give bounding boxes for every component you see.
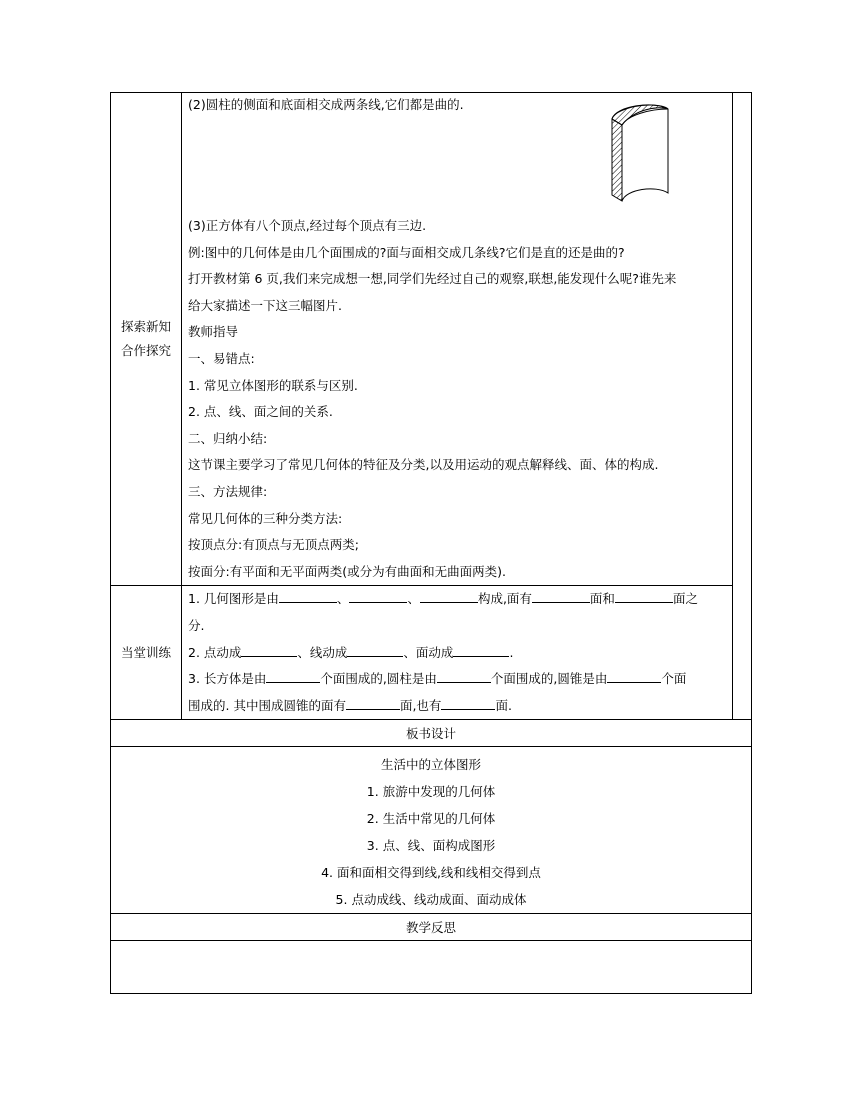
- q1-text-c: 面和: [589, 591, 615, 607]
- q3-blank-2[interactable]: [437, 668, 491, 683]
- explore-label-line2: 合作探究: [120, 343, 171, 359]
- q2-blank-2[interactable]: [347, 642, 403, 657]
- lesson-plan-table: [110, 92, 752, 994]
- explore-item-3-3: 按面分:有平面和无平面两类(或分为有曲面和无曲面两类).: [188, 563, 506, 579]
- q1-text-a: 1. 几何图形是由: [188, 591, 279, 607]
- q3-text-g: 面.: [495, 697, 512, 713]
- explore-heading-3: 三、方法规律:: [188, 483, 268, 499]
- q1-blank-5[interactable]: [615, 588, 673, 603]
- explore-item-2-1: 这节课主要学习了常见几何体的特征及分类,以及用运动的观点解释线、面、体的构成.: [188, 457, 659, 473]
- board-item-2: 2. 生活中常见的几何体: [366, 811, 496, 827]
- cylinder-figure-block: [188, 93, 726, 213]
- explore-item-1-1: 1. 常见立体图形的联系与区别.: [188, 377, 358, 393]
- explore-line-example: 例:图中的几何体是由几个面围成的?面与面相交成几条线?它们是直的还是曲的?: [188, 244, 625, 260]
- practice-q2-line: [188, 640, 726, 667]
- q1-text-b: 构成,面有: [477, 591, 532, 607]
- q3-blank-3[interactable]: [607, 668, 661, 683]
- q3-blank-5[interactable]: [441, 695, 495, 710]
- explore-row: [111, 93, 752, 586]
- practice-row: [111, 586, 752, 720]
- explore-content-cell: [182, 93, 733, 586]
- explore-line-teacher: 教师指导: [188, 324, 239, 340]
- reflection-content-cell[interactable]: [111, 941, 752, 994]
- q3-blank-1[interactable]: [266, 668, 320, 683]
- side-margin-cell: [733, 93, 752, 720]
- q1-blank-1[interactable]: [279, 588, 337, 603]
- board-summary: [111, 747, 751, 913]
- q1-sep-2: 、: [407, 591, 420, 607]
- q3-text-f: 面,也有: [399, 697, 442, 713]
- practice-q3-line: [188, 666, 726, 693]
- q2-text-d: .: [509, 644, 514, 660]
- board-item-5: 5. 点动成线、线动成面、面动成体: [335, 892, 527, 908]
- q2-blank-1[interactable]: [241, 642, 297, 657]
- explore-item-1-2: 2. 点、线、面之间的关系.: [188, 404, 333, 420]
- board-item-1: 1. 旅游中发现的几何体: [366, 784, 496, 800]
- practice-label: 当堂训练: [120, 644, 171, 660]
- q3-text-e: 围成的. 其中围成圆锥的面有: [188, 697, 346, 713]
- q3-text-b: 个面围成的,圆柱是由: [320, 671, 437, 687]
- board-content-row: [111, 747, 752, 914]
- explore-heading-2: 二、归纳小结:: [188, 430, 268, 446]
- explore-label-line1: 探索新知: [120, 319, 171, 335]
- explore-item-3-1: 常见几何体的三种分类方法:: [188, 510, 343, 526]
- explore-line-open-1: 打开教材第 6 页,我们来完成想一想,同学们先经过自己的观察,联想,能发现什么呢?谁先来: [188, 271, 677, 287]
- q1-blank-4[interactable]: [532, 588, 590, 603]
- board-header-row: [111, 720, 752, 747]
- practice-content-cell: [182, 586, 733, 720]
- q2-blank-3[interactable]: [453, 642, 509, 657]
- q2-text-c: 、面动成: [403, 644, 454, 660]
- reflection-content-row: [111, 941, 752, 994]
- q1-sep-1: 、: [336, 591, 350, 607]
- practice-label-cell: [111, 586, 182, 720]
- practice-q3-cont: [188, 693, 726, 720]
- q1-text-d: 面之: [672, 591, 698, 607]
- explore-line-cube: (3)正方体有八个顶点,经过每个顶点有三边.: [188, 218, 427, 233]
- half-cylinder-figure-icon: [606, 101, 676, 205]
- q2-text-a: 2. 点动成: [188, 644, 242, 660]
- reflection-header-row: [111, 914, 752, 941]
- board-content-cell: [111, 747, 752, 914]
- board-header: 板书设计: [111, 720, 752, 747]
- board-item-3: 3. 点、线、面构成图形: [366, 838, 496, 854]
- reflection-header: 教学反思: [111, 914, 752, 941]
- q1-blank-3[interactable]: [420, 588, 478, 603]
- practice-q1-line: [188, 586, 726, 613]
- explore-label-cell: [111, 93, 182, 586]
- q3-text-c: 个面围成的,圆锥是由: [490, 671, 608, 687]
- explore-item-3-2: 按顶点分:有顶点与无顶点两类;: [188, 537, 359, 553]
- explore-line-cylinder: (2)圆柱的侧面和底面相交成两条线,它们都是曲的.: [188, 97, 464, 112]
- q2-text-b: 、线动成: [297, 644, 348, 660]
- explore-line-open-2: 给大家描述一下这三幅图片.: [188, 297, 342, 313]
- q3-text-a: 3. 长方体是由: [188, 671, 267, 687]
- board-item-4: 4. 面和面相交得到线,线和线相交得到点: [321, 865, 541, 881]
- practice-q1-cont: 分.: [188, 617, 205, 633]
- q1-blank-2[interactable]: [349, 588, 407, 603]
- explore-heading-1: 一、易错点:: [188, 350, 255, 366]
- q3-text-d: 个面: [661, 671, 687, 687]
- q3-blank-4[interactable]: [346, 695, 400, 710]
- board-title: 生活中的立体图形: [380, 757, 481, 773]
